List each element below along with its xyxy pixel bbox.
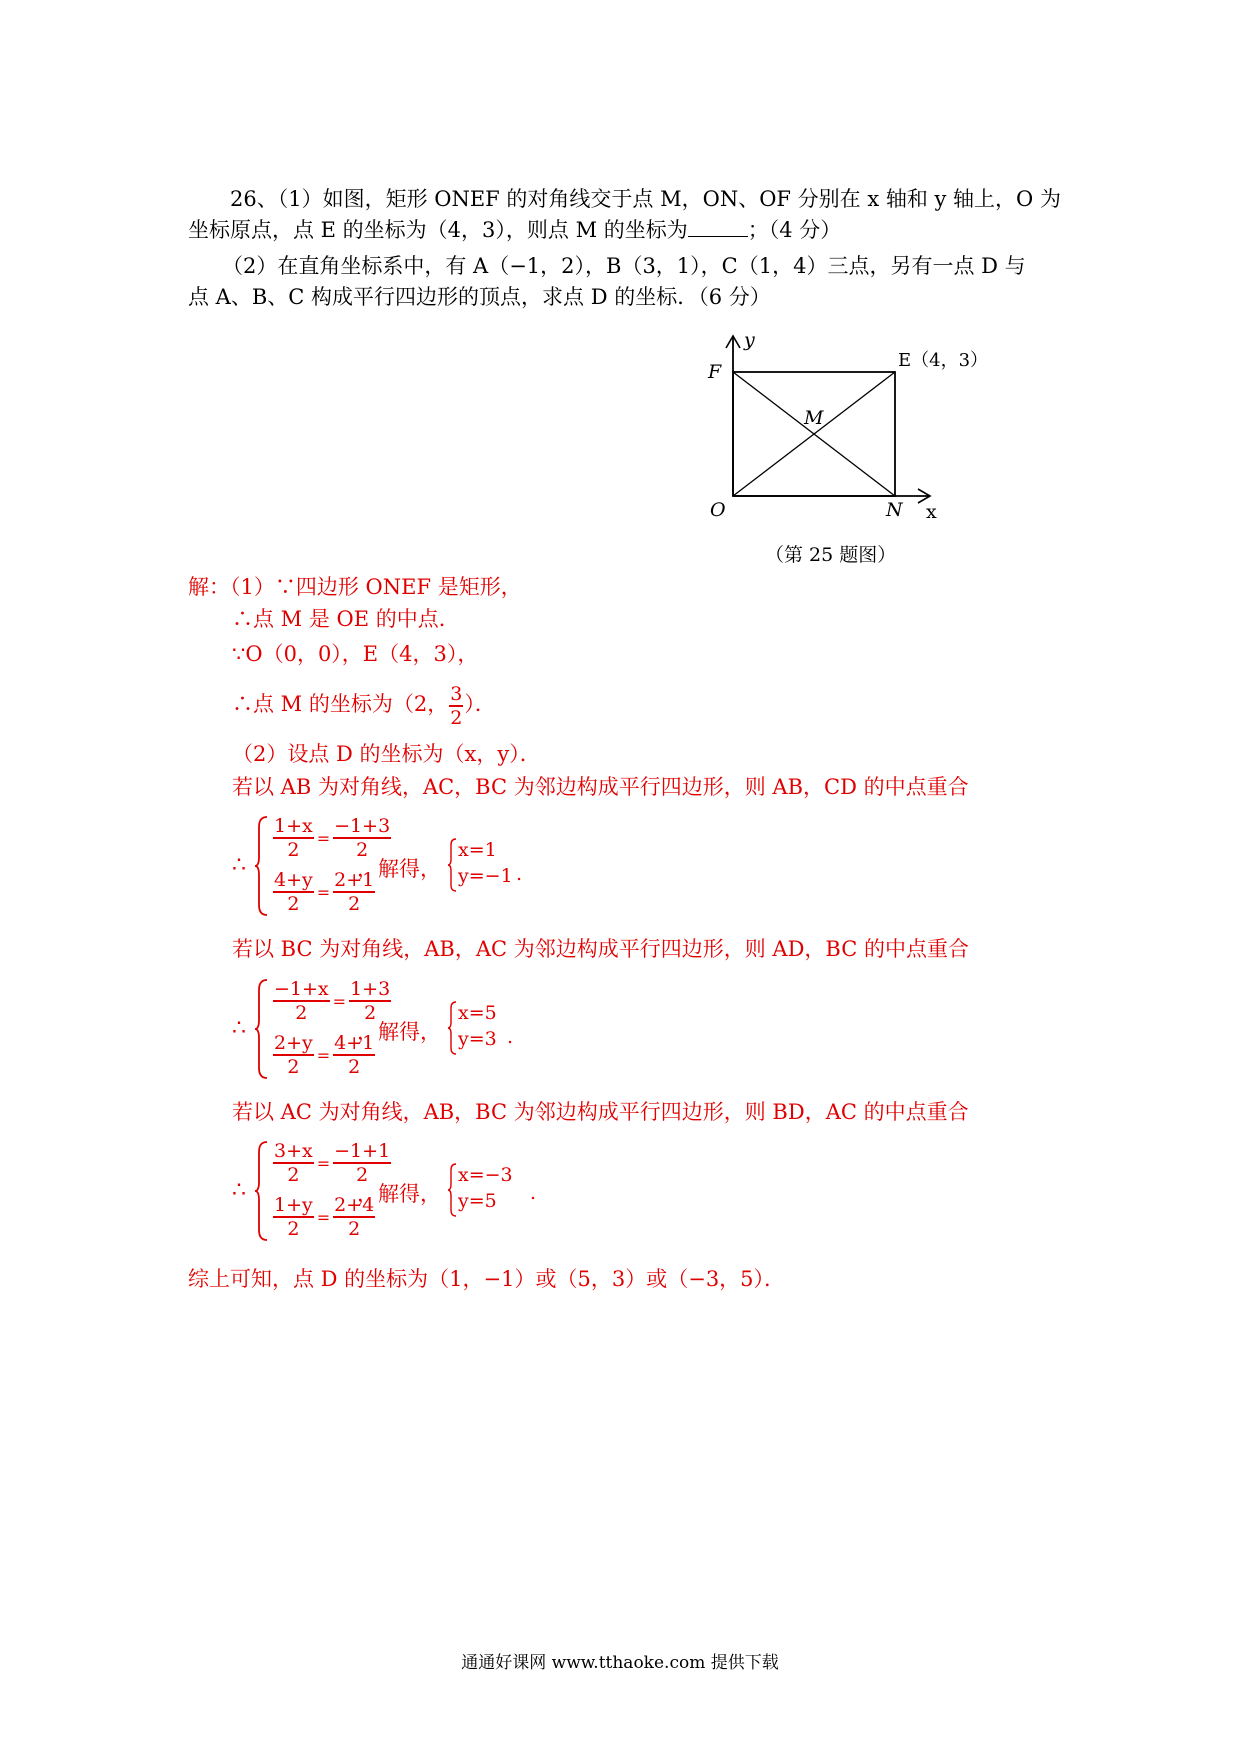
- eq-numerator: 1+x: [274, 815, 313, 837]
- answer-blank: [688, 216, 748, 237]
- fraction-denominator: 2: [450, 706, 463, 729]
- eq-denominator: 2: [287, 1218, 300, 1240]
- equals-sign: =: [316, 1153, 331, 1173]
- eq-numerator: 4+y: [274, 869, 313, 891]
- result-period: .: [530, 1182, 537, 1204]
- problem-line-3: （2）在直角坐标系中，有 A（−1，2），B（3，1），C（1，4）三点，另有一点 D 与: [222, 254, 1026, 278]
- eq-denominator: 2: [356, 839, 369, 861]
- point-m-label: M: [804, 407, 824, 429]
- eq-denominator: 2: [348, 1056, 361, 1078]
- eq-denominator: 2: [348, 1218, 361, 1240]
- solution-line-1: 解：（1）∵四边形 ONEF 是矩形，: [188, 575, 522, 599]
- point-e-label: E（4，3）: [898, 350, 989, 371]
- eq-numerator: −1+x: [274, 978, 329, 1000]
- eq-denominator: 2: [287, 839, 300, 861]
- result-y: y=−1: [458, 865, 513, 887]
- eq-numerator: 3+x: [274, 1140, 313, 1162]
- m-coordinate-prefix: ∴点 M 的坐标为（2，: [232, 692, 449, 716]
- result-x: x=5: [458, 1002, 497, 1024]
- eq-denominator: 2: [364, 1002, 377, 1024]
- result-x: x=1: [458, 839, 497, 861]
- equals-sign: =: [316, 1207, 331, 1227]
- case-3-statement: 若以 AC 为对角线，AB，BC 为邻边构成平行四边形，则 BD，AC 的中点重合: [232, 1100, 969, 1124]
- result-y: y=5: [458, 1190, 497, 1212]
- problem-line-4: 点 A、B、C 构成平行四边形的顶点，求点 D 的坐标．（6 分）: [188, 285, 771, 309]
- y-axis-label: y: [744, 329, 755, 351]
- therefore-symbol: ∴: [232, 853, 246, 878]
- result-x: x=−3: [458, 1164, 513, 1186]
- equation-system-3: [232, 1140, 562, 1242]
- result-period: .: [516, 863, 523, 885]
- problem-line-2: [188, 216, 841, 244]
- fraction-numerator: 3: [450, 682, 463, 705]
- solve-word: ，解得，: [357, 1020, 441, 1044]
- equation-system-1: [232, 815, 562, 917]
- left-brace: [254, 1140, 268, 1242]
- figure-caption: （第 25 题图）: [765, 544, 897, 566]
- eq-denominator: 2: [287, 1056, 300, 1078]
- equals-sign: =: [316, 1045, 331, 1065]
- solve-word: ，解得，: [357, 857, 441, 881]
- equals-sign: =: [316, 828, 331, 848]
- solution-line-3: ∵O（0，0），E（4，3），: [232, 642, 479, 666]
- result-y: y=3: [458, 1028, 497, 1050]
- eq-numerator: 2+y: [274, 1032, 313, 1054]
- solution-line-5: （2）设点 D 的坐标为（x，y）．: [232, 742, 541, 766]
- left-brace: [254, 978, 268, 1080]
- m-coordinate-suffix: ）．: [464, 692, 496, 716]
- point-n-label: N: [886, 499, 903, 521]
- small-brace: [447, 1162, 457, 1218]
- fraction-three-halves: [449, 683, 463, 729]
- eq-numerator: −1+1: [334, 1140, 391, 1162]
- small-brace: [447, 837, 457, 893]
- footer-source: 通通好课网 www.tthaoke.com 提供下载: [461, 1653, 779, 1673]
- case-2-statement: 若以 BC 为对角线，AB，AC 为邻边构成平行四边形，则 AD，BC 的中点重合: [232, 937, 969, 961]
- therefore-symbol: ∴: [232, 1016, 246, 1041]
- eq-numerator: 1+3: [350, 978, 391, 1000]
- rectangle-figure: [690, 328, 1010, 528]
- equals-sign: =: [332, 991, 347, 1011]
- problem-line-2-tail: ；（4 分）: [747, 218, 842, 242]
- eq-denominator: 2: [287, 893, 300, 915]
- result-period: .: [507, 1026, 514, 1048]
- eq-denominator: 2: [348, 893, 361, 915]
- therefore-symbol: ∴: [232, 1178, 246, 1203]
- eq-numerator: −1+3: [334, 815, 391, 837]
- eq-numerator: 1+y: [274, 1194, 313, 1216]
- conclusion: 综上可知，点 D 的坐标为（1，−1）或（5，3）或（−3，5）．: [188, 1267, 786, 1291]
- solution-line-2: ∴点 M 是 OE 的中点．: [232, 607, 460, 631]
- eq-denominator: 2: [295, 1002, 308, 1024]
- equals-sign: =: [316, 882, 331, 902]
- problem-line-1: 26、（1）如图，矩形 ONEF 的对角线交于点 M，ON、OF 分别在 x 轴和 y 轴上，O 为: [230, 187, 1061, 211]
- left-brace: [254, 815, 268, 917]
- point-f-label: F: [708, 361, 722, 383]
- point-o-label: O: [710, 499, 726, 521]
- small-brace: [447, 1000, 457, 1056]
- solution-line-4: [232, 680, 496, 729]
- eq-numerator: 4+1: [334, 1032, 375, 1054]
- eq-numerator: 2+1: [334, 869, 375, 891]
- eq-numerator: 2+4: [334, 1194, 375, 1216]
- equation-system-2: [232, 978, 562, 1080]
- problem-line-2-text: 坐标原点，点 E 的坐标为（4，3），则点 M 的坐标为: [188, 218, 688, 242]
- x-axis-label: x: [926, 501, 937, 523]
- solve-word: ，解得，: [357, 1182, 441, 1206]
- case-1-statement: 若以 AB 为对角线，AC，BC 为邻边构成平行四边形，则 AB，CD 的中点重合: [232, 775, 969, 799]
- eq-denominator: 2: [356, 1164, 369, 1186]
- eq-denominator: 2: [287, 1164, 300, 1186]
